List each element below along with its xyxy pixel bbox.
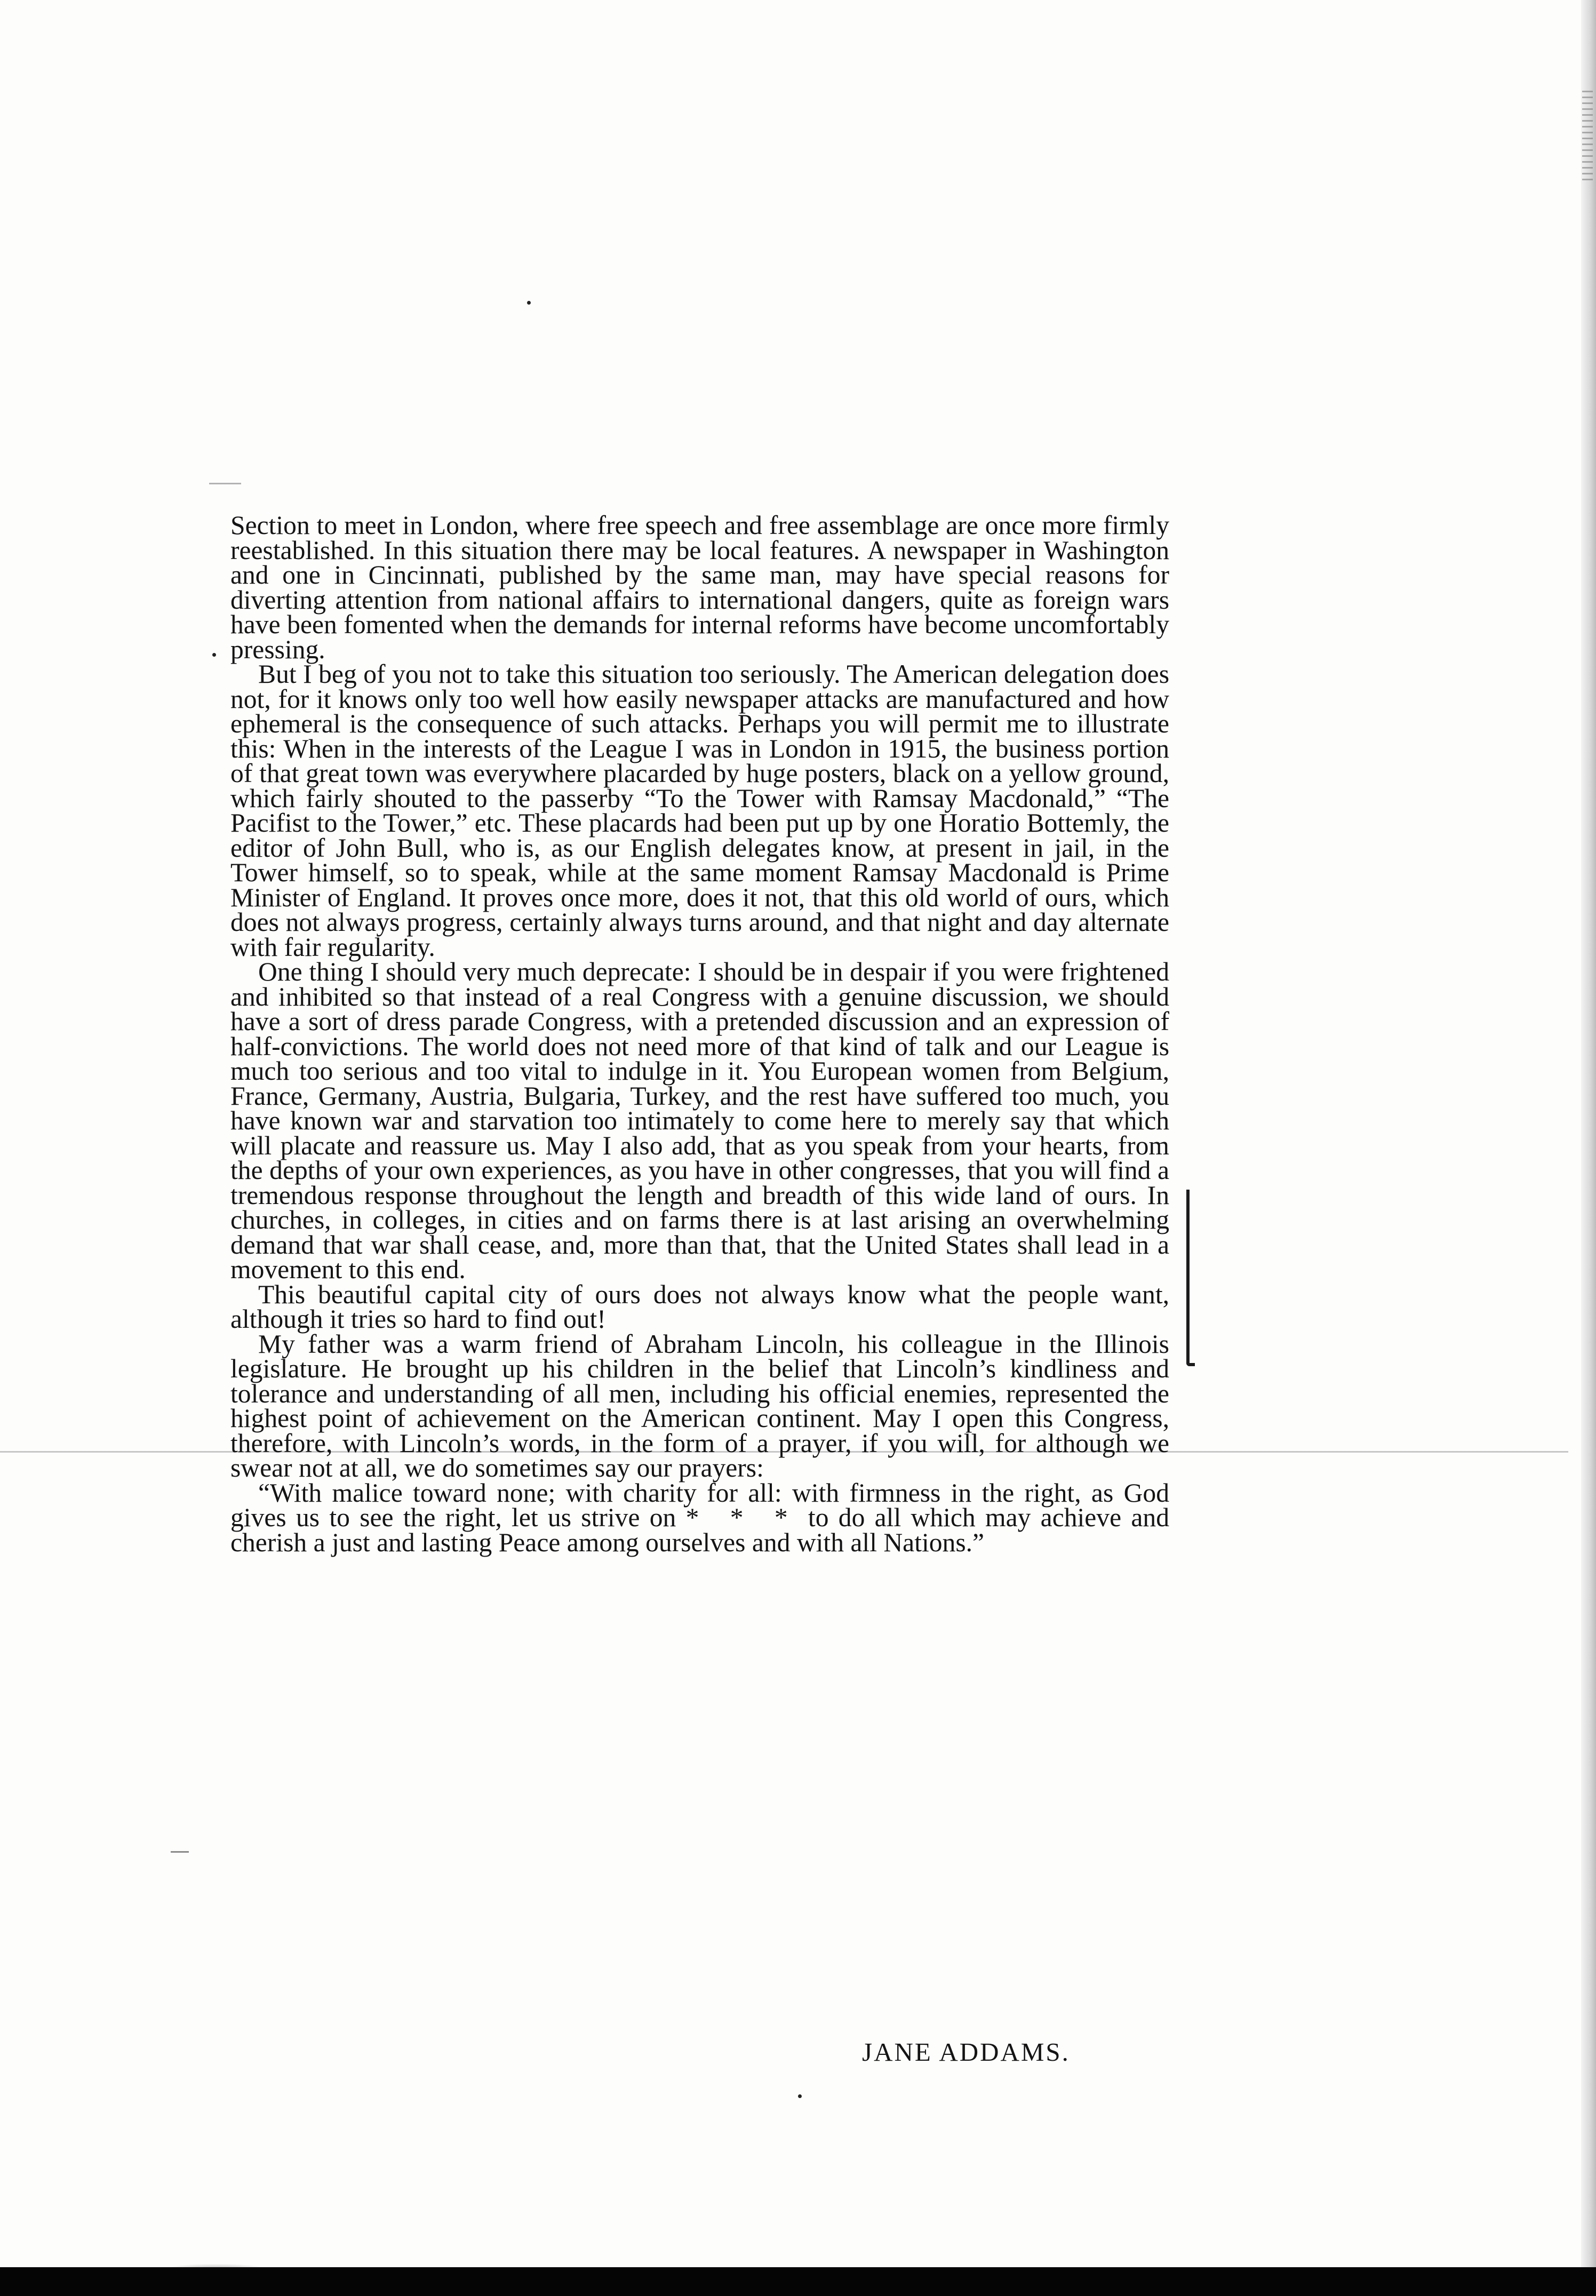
paragraph: This beautiful capital city of ours does not always know what the people want, although it tries so hard to find out! [230,1279,1169,1334]
margin-bracket-mark [1186,1190,1195,1366]
scan-mark [171,1851,189,1853]
paragraph: But I beg of you not to take this situation too seriously. The American delegation does not, for it knows only too well how easily newspaper attacks are manufactured and how ephemeral is the consequence of such attacks. Perhaps you will permit me to illustrate this: When in the interests of the League I was in London in 1915, the business portion of that great town was everywhere placarded by huge posters, black on a yellow ground, which fairly shouted to the passerby “To the Tower with Ramsay Macdonald,” “The Pacifist to the Tower,” etc. These placards had been put up by one Horatio Bottemly, the editor of John Bull, who is, as our English delegates know, at present in jail, in the Tower himself, so to speak, while at the same moment Ramsay Macdonald is Prime Minister of England. It proves once more, does it not, that this old world of ours, which does not always progress, certainly always turns around, and that night and day alternate with fair regularity. [230,659,1169,962]
quote-text: to do all which may achieve and cherish a just and lasting Peace among ourselves and with all Nations.” [230,1503,1169,1557]
scan-bottom-border [0,2267,1596,2296]
paragraph: My father was a warm friend of Abraham Lincoln, his colleague in the Illinois legislature. He brought up his children in the belief that Lincoln’s kindliness and tolerance and understanding of all men, including his official enemies, represented the highest point of achievement on the American continent. May I open this Congress, therefore, with Lincoln’s words, in the form of a prayer, if you will, for although we swear not at all, we do sometimes say our prayers: [230,1329,1169,1482]
scan-specks [1582,91,1593,181]
paragraph: Section to meet in London, where free speech and free assemblage are once more firmly reestablished. In this situation there may be local features. A newspaper in Washington and one in Cincinnati, published by the same man, may have special reasons for diverting attention from national affairs to international dangers, quite as foreign wars have been fomented when the demands for internal reforms have become uncomfortably pressing. [230,511,1169,664]
signature: JANE ADDAMS. [862,2037,1070,2067]
ellipsis-stars: * * * [685,1503,799,1532]
scan-dot [212,653,216,657]
lincoln-quote [230,1478,1169,1557]
letter-body [230,513,1169,1555]
quote-text: “With malice toward none; with charity for all: with firmness in the right, as God gives us to see the right, let us strive on [230,1478,1169,1532]
scan-edge [1581,0,1596,2296]
scan-mark [209,483,241,484]
paragraph: One thing I should very much deprecate: I should be in despair if you were frightened and inhibited so that instead of a real Congress with a genuine discussion, we should have a sort of dress parade Congress, with a pretended discussion and an expression of half-convictions. The world does not need more of that kind of talk and our League is much too serious and too vital to indulge in it. You European women from Belgium, France, Germany, Austria, Bulgaria, Turkey, and the rest have suffered too much, you have known war and starvation too intimately to come here to merely say that which will placate and reassure us. May I also add, that as you speak from your hearts, from the depths of your own experiences, as you have in other congresses, that you will find a tremendous response throughout the length and breadth of this wide land of ours. In churches, in colleges, in cities and on farms there is at last arising an overwhelming demand that war shall cease, and, more than that, that the United States shall lead in a movement to this end. [230,957,1169,1284]
scan-dot [798,2094,802,2098]
scan-dot [527,301,531,305]
